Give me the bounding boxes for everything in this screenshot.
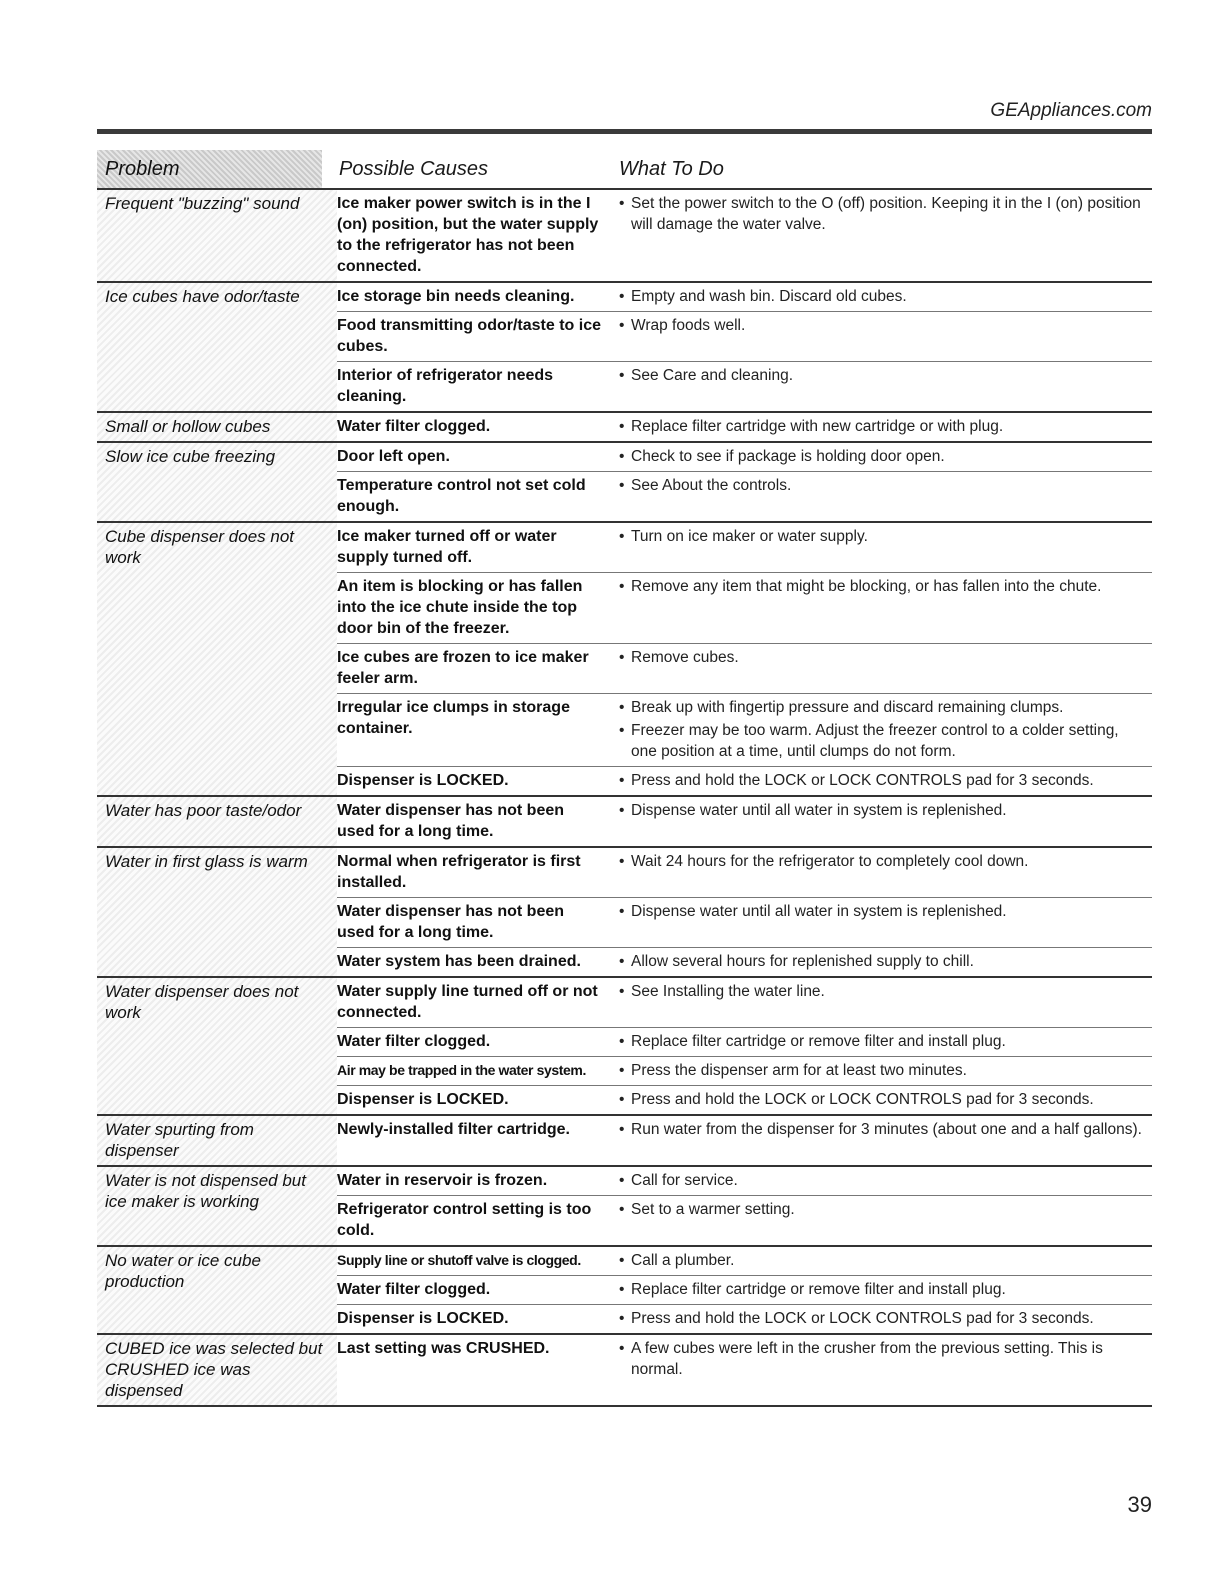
problem-group (97, 443, 1152, 523)
causes-list (337, 797, 1152, 846)
problem-label: Water in first glass is warm (97, 848, 337, 976)
table-row (337, 797, 1152, 846)
todo-item: • See Care and cleaning. (619, 365, 1146, 386)
possible-cause: Door left open. (337, 448, 450, 465)
table-row (337, 1116, 1152, 1144)
table-row (337, 644, 1152, 694)
possible-cause: Normal when refrigerator is first installed. (337, 853, 581, 891)
what-to-do (609, 1086, 1152, 1114)
causes-list (337, 848, 1152, 976)
todo-item: • Turn on ice maker or water supply. (619, 526, 1146, 547)
possible-cause: Dispenser is LOCKED. (337, 772, 509, 789)
problem-label: Small or hollow cubes (97, 413, 337, 441)
todo-item: • Dispense water until all water in system is replenished. (619, 901, 1146, 922)
what-to-do (609, 797, 1152, 846)
todo-item: • Press and hold the LOCK or LOCK CONTROLS pad for 3 seconds. (619, 1308, 1146, 1329)
what-to-do (609, 1305, 1152, 1333)
possible-cause: Food transmitting odor/taste to ice cubes. (337, 317, 602, 355)
column-header-problem: Problem (97, 150, 322, 188)
causes-list (337, 413, 1152, 441)
what-to-do (609, 312, 1152, 361)
what-to-do (609, 413, 1152, 441)
what-to-do (609, 694, 1152, 766)
table-row (337, 1028, 1152, 1057)
table-row (337, 694, 1152, 767)
column-header-todo: What To Do (619, 158, 724, 180)
table-row (337, 848, 1152, 898)
todo-item: • See About the controls. (619, 475, 1146, 496)
problem-group (97, 848, 1152, 978)
possible-cause: Temperature control not set cold enough. (337, 477, 586, 515)
possible-cause: Water supply line turned off or not connected. (337, 983, 598, 1021)
table-header (97, 150, 1152, 190)
possible-cause: Dispenser is LOCKED. (337, 1310, 509, 1327)
possible-cause: Water system has been drained. (337, 953, 581, 970)
possible-cause: Water filter clogged. (337, 1033, 491, 1050)
todo-item: • Break up with fingertip pressure and discard remaining clumps. (619, 697, 1146, 718)
todo-item: • Wait 24 hours for the refrigerator to completely cool down. (619, 851, 1146, 872)
problem-label: Ice cubes have odor/taste (97, 283, 337, 411)
page-number: 39 (1127, 1492, 1152, 1517)
table-row (337, 1305, 1152, 1333)
what-to-do (609, 443, 1152, 471)
possible-cause: Last setting was CRUSHED. (337, 1340, 550, 1357)
problem-label: No water or ice cube production (97, 1247, 337, 1333)
table-row (337, 1247, 1152, 1276)
possible-cause: Ice cubes are frozen to ice maker feeler arm. (337, 649, 589, 687)
causes-list (337, 190, 1152, 281)
possible-cause: Water dispenser has not been used for a long time. (337, 903, 565, 941)
todo-item: • Dispense water until all water in system is replenished. (619, 800, 1146, 821)
causes-list (337, 443, 1152, 521)
problem-label: Water has poor taste/odor (97, 797, 337, 846)
column-header-causes: Possible Causes (339, 158, 488, 180)
todo-item: • Wrap foods well. (619, 315, 1146, 336)
what-to-do (609, 644, 1152, 693)
what-to-do (609, 1028, 1152, 1056)
possible-cause: Irregular ice clumps in storage container. (337, 699, 570, 737)
todo-item: • Call for service. (619, 1170, 1146, 1191)
problem-group (97, 1247, 1152, 1335)
possible-cause: Interior of refrigerator needs cleaning. (337, 367, 554, 405)
causes-list (337, 283, 1152, 411)
table-row (337, 523, 1152, 573)
possible-cause: Ice maker power switch is in the I (on) position, but the water supply to the refrigerator has not been connected. (337, 195, 599, 275)
problem-label: Frequent "buzzing" sound (97, 190, 337, 281)
table-row (337, 1086, 1152, 1114)
possible-cause: Dispenser is LOCKED. (337, 1091, 509, 1108)
table-row (337, 898, 1152, 948)
problem-group (97, 1335, 1152, 1407)
possible-cause: Refrigerator control setting is too cold. (337, 1201, 592, 1239)
possible-cause: Supply line or shutoff valve is clogged. (337, 1252, 581, 1268)
table-row (337, 573, 1152, 644)
todo-item: • Remove any item that might be blocking, or has fallen into the chute. (619, 576, 1146, 597)
problem-label: CUBED ice was selected but CRUSHED ice was dispensed (97, 1335, 337, 1405)
possible-cause: Ice maker turned off or water supply turned off. (337, 528, 557, 566)
what-to-do (609, 898, 1152, 947)
todo-item: • Set to a warmer setting. (619, 1199, 1146, 1220)
todo-item: • Set the power switch to the O (off) position. Keeping it in the I (on) position will damage the water valve. (619, 193, 1146, 235)
causes-list (337, 1167, 1152, 1245)
todo-item: • Allow several hours for replenished supply to chill. (619, 951, 1146, 972)
todo-item: • Press and hold the LOCK or LOCK CONTROLS pad for 3 seconds. (619, 770, 1146, 791)
causes-list (337, 978, 1152, 1114)
problem-label: Water dispenser does not work (97, 978, 337, 1114)
todo-item: • Replace filter cartridge or remove filter and install plug. (619, 1031, 1146, 1052)
what-to-do (609, 1116, 1152, 1144)
possible-cause: Air may be trapped in the water system. (337, 1062, 586, 1078)
problem-label: Cube dispenser does not work (97, 523, 337, 795)
troubleshooting-table (97, 150, 1152, 1407)
what-to-do (609, 573, 1152, 643)
causes-list (337, 1116, 1152, 1165)
problem-group (97, 797, 1152, 848)
table-body (97, 190, 1152, 1407)
table-row (337, 413, 1152, 441)
problem-group (97, 1167, 1152, 1247)
todo-item: • Press and hold the LOCK or LOCK CONTROLS pad for 3 seconds. (619, 1089, 1146, 1110)
problem-group (97, 190, 1152, 283)
todo-item: • See Installing the water line. (619, 981, 1146, 1002)
causes-list (337, 523, 1152, 795)
causes-list (337, 1247, 1152, 1333)
possible-cause: Water dispenser has not been used for a long time. (337, 802, 565, 840)
what-to-do (609, 978, 1152, 1027)
what-to-do (609, 948, 1152, 976)
what-to-do (609, 1247, 1152, 1275)
what-to-do (609, 1196, 1152, 1245)
table-row (337, 362, 1152, 411)
table-row (337, 190, 1152, 281)
todo-item: • Replace filter cartridge with new cartridge or with plug. (619, 416, 1146, 437)
what-to-do (609, 848, 1152, 897)
what-to-do (609, 190, 1152, 281)
table-row (337, 443, 1152, 472)
what-to-do (609, 767, 1152, 795)
todo-item: • Replace filter cartridge or remove filter and install plug. (619, 1279, 1146, 1300)
todo-item: • Run water from the dispenser for 3 minutes (about one and a half gallons). (619, 1119, 1146, 1140)
todo-item: • Remove cubes. (619, 647, 1146, 668)
table-row (337, 1167, 1152, 1196)
problem-group (97, 523, 1152, 797)
possible-cause: Newly-installed filter cartridge. (337, 1121, 570, 1138)
problem-group (97, 1116, 1152, 1167)
problem-label: Slow ice cube freezing (97, 443, 337, 521)
table-row (337, 948, 1152, 976)
possible-cause: Water in reservoir is frozen. (337, 1172, 548, 1189)
what-to-do (609, 283, 1152, 311)
table-row (337, 767, 1152, 795)
todo-item: • Freezer may be too warm. Adjust the freezer control to a colder setting, one position at a time, until clumps do not form. (619, 720, 1146, 762)
possible-cause: Water filter clogged. (337, 1281, 491, 1298)
possible-cause: Ice storage bin needs cleaning. (337, 288, 575, 305)
todo-item: • Call a plumber. (619, 1250, 1146, 1271)
what-to-do (609, 1167, 1152, 1195)
problem-group (97, 978, 1152, 1116)
what-to-do (609, 472, 1152, 521)
table-row (337, 1335, 1152, 1384)
what-to-do (609, 523, 1152, 572)
what-to-do (609, 1335, 1152, 1384)
table-row (337, 1276, 1152, 1305)
what-to-do (609, 1057, 1152, 1085)
causes-list (337, 1335, 1152, 1405)
problem-group (97, 283, 1152, 413)
problem-label: Water spurting from dispenser (97, 1116, 337, 1165)
what-to-do (609, 1276, 1152, 1304)
table-row (337, 312, 1152, 362)
possible-cause: Water filter clogged. (337, 418, 491, 435)
todo-item: • A few cubes were left in the crusher from the previous setting. This is normal. (619, 1338, 1146, 1380)
problem-label: Water is not dispensed but ice maker is working (97, 1167, 337, 1245)
table-row (337, 978, 1152, 1028)
what-to-do (609, 362, 1152, 411)
todo-item: • Press the dispenser arm for at least two minutes. (619, 1060, 1146, 1081)
table-row (337, 1196, 1152, 1245)
todo-item: • Empty and wash bin. Discard old cubes. (619, 286, 1146, 307)
possible-cause: An item is blocking or has fallen into the ice chute inside the top door bin of the freezer. (337, 578, 583, 637)
problem-group (97, 413, 1152, 443)
site-url: GEAppliances.com (990, 100, 1152, 121)
header-rule (97, 129, 1152, 134)
table-row (337, 472, 1152, 521)
table-row (337, 283, 1152, 312)
table-row (337, 1057, 1152, 1086)
todo-item: • Check to see if package is holding door open. (619, 446, 1146, 467)
